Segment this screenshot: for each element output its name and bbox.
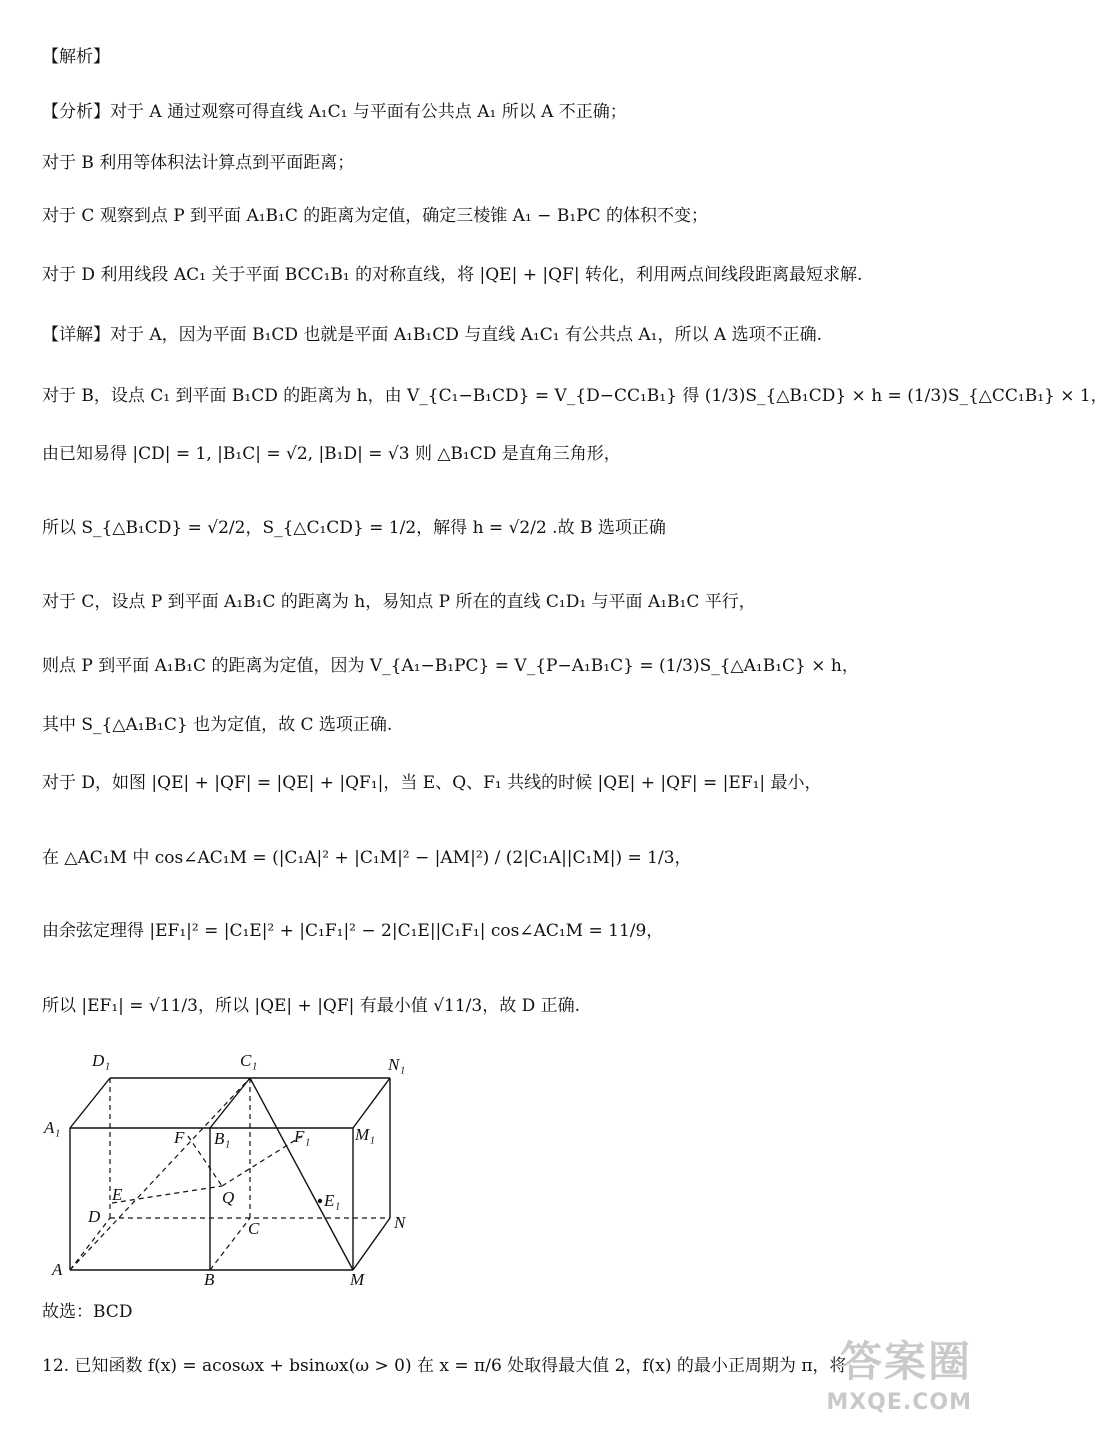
detail-line-11: 所以 |EF₁| = √11/3，所以 |QE| + |QF| 有最小值 √11/3，故 D 正确. — [42, 996, 581, 1016]
section-header: 【解析】 — [42, 47, 110, 67]
label-C: C — [248, 1219, 260, 1238]
label-C1: C₁ — [240, 1051, 258, 1070]
answer-line: 故选：BCD — [42, 1302, 133, 1322]
detail-line-5: 对于 C，设点 P 到平面 A₁B₁C 的距离为 h，易知点 P 所在的直线 C₁D₁ 与平面 A₁B₁C 平行， — [42, 592, 756, 612]
label-N: N — [394, 1213, 406, 1232]
watermark — [798, 1325, 978, 1415]
analysis-line-1: 【分析】对于 A 通过观察可得直线 A₁C₁ 与平面有公共点 A₁ 所以 A 不正确； — [42, 102, 627, 122]
detail-line-1: 【详解】对于 A，因为平面 B₁CD 也就是平面 A₁B₁CD 与直线 A₁C₁ 有公共点 A₁，所以 A 选项不正确. — [42, 325, 822, 345]
detail-line-2: 对于 B，设点 C₁ 到平面 B₁CD 的距离为 h，由 V_{C₁−B₁CD} = V_{D−CC₁B₁} 得 (1/3)S_{△B₁CD} × h = (1/3)S_{△CC₁B₁} × 1， — [42, 386, 1108, 406]
analysis-line-4: 对于 D 利用线段 AC₁ 关于平面 BCC₁B₁ 的对称直线，将 |QE| + |QF| 转化，利用两点间线段距离最短求解. — [42, 265, 863, 285]
label-A: A — [52, 1260, 63, 1279]
detail-line-4: 所以 S_{△B₁CD} = √2/2，S_{△C₁CD} = 1/2，解得 h = √2/2 .故 B 选项正确 — [42, 518, 666, 538]
detail-line-8: 对于 D，如图 |QE| + |QF| = |QE| + |QF₁|，当 E、Q、F₁ 共线的时候 |QE| + |QF| = |EF₁| 最小， — [42, 773, 822, 793]
label-M: M — [350, 1270, 365, 1289]
watermark-top: 答案圈 — [839, 1337, 972, 1386]
detail-line-7: 其中 S_{△A₁B₁C} 也为定值，故 C 选项正确. — [42, 715, 393, 735]
label-B1: B₁ — [214, 1129, 231, 1148]
watermark-bottom: MXQE.COM — [826, 1390, 972, 1415]
analysis-line-2: 对于 B 利用等体积法计算点到平面距离； — [42, 153, 355, 173]
label-M1: M₁ — [355, 1125, 376, 1144]
label-D1: D₁ — [92, 1051, 111, 1070]
analysis-line-3: 对于 C 观察到点 P 到平面 A₁B₁C 的距离为定值，确定三棱锥 A₁ − B₁PC 的体积不变； — [42, 206, 708, 226]
detail-line-10: 由余弦定理得 |EF₁|² = |C₁E|² + |C₁F₁|² − 2|C₁E||C₁F₁| cos∠AC₁M = 11/9， — [42, 921, 664, 941]
label-E1: E₁ — [324, 1191, 341, 1210]
label-E: E — [112, 1185, 123, 1204]
label-F1: F₁ — [294, 1127, 311, 1146]
detail-line-6: 则点 P 到平面 A₁B₁C 的距离为定值，因为 V_{A₁−B₁PC} = V_{P−A₁B₁C} = (1/3)S_{△A₁B₁C} × h， — [42, 656, 859, 676]
label-N1: N₁ — [388, 1055, 406, 1074]
cuboid-figure — [40, 1048, 420, 1293]
label-A1: A₁ — [44, 1118, 61, 1137]
label-Q: Q — [222, 1188, 235, 1207]
label-D: D — [88, 1207, 101, 1226]
label-F: F — [174, 1128, 185, 1147]
detail-line-3: 由已知易得 |CD| = 1, |B₁C| = √2, |B₁D| = √3 则 △B₁CD 是直角三角形， — [42, 444, 621, 464]
label-B: B — [204, 1270, 215, 1289]
next-question: 12. 已知函数 f(x) = acosωx + bsinωx(ω > 0) 在 x = π/6 处取得最大值 2，f(x) 的最小正周期为 π，将 — [42, 1356, 847, 1376]
detail-line-9: 在 △AC₁M 中 cos∠AC₁M = (|C₁A|² + |C₁M|² − |AM|²) / (2|C₁A||C₁M|) = 1/3， — [42, 848, 692, 868]
